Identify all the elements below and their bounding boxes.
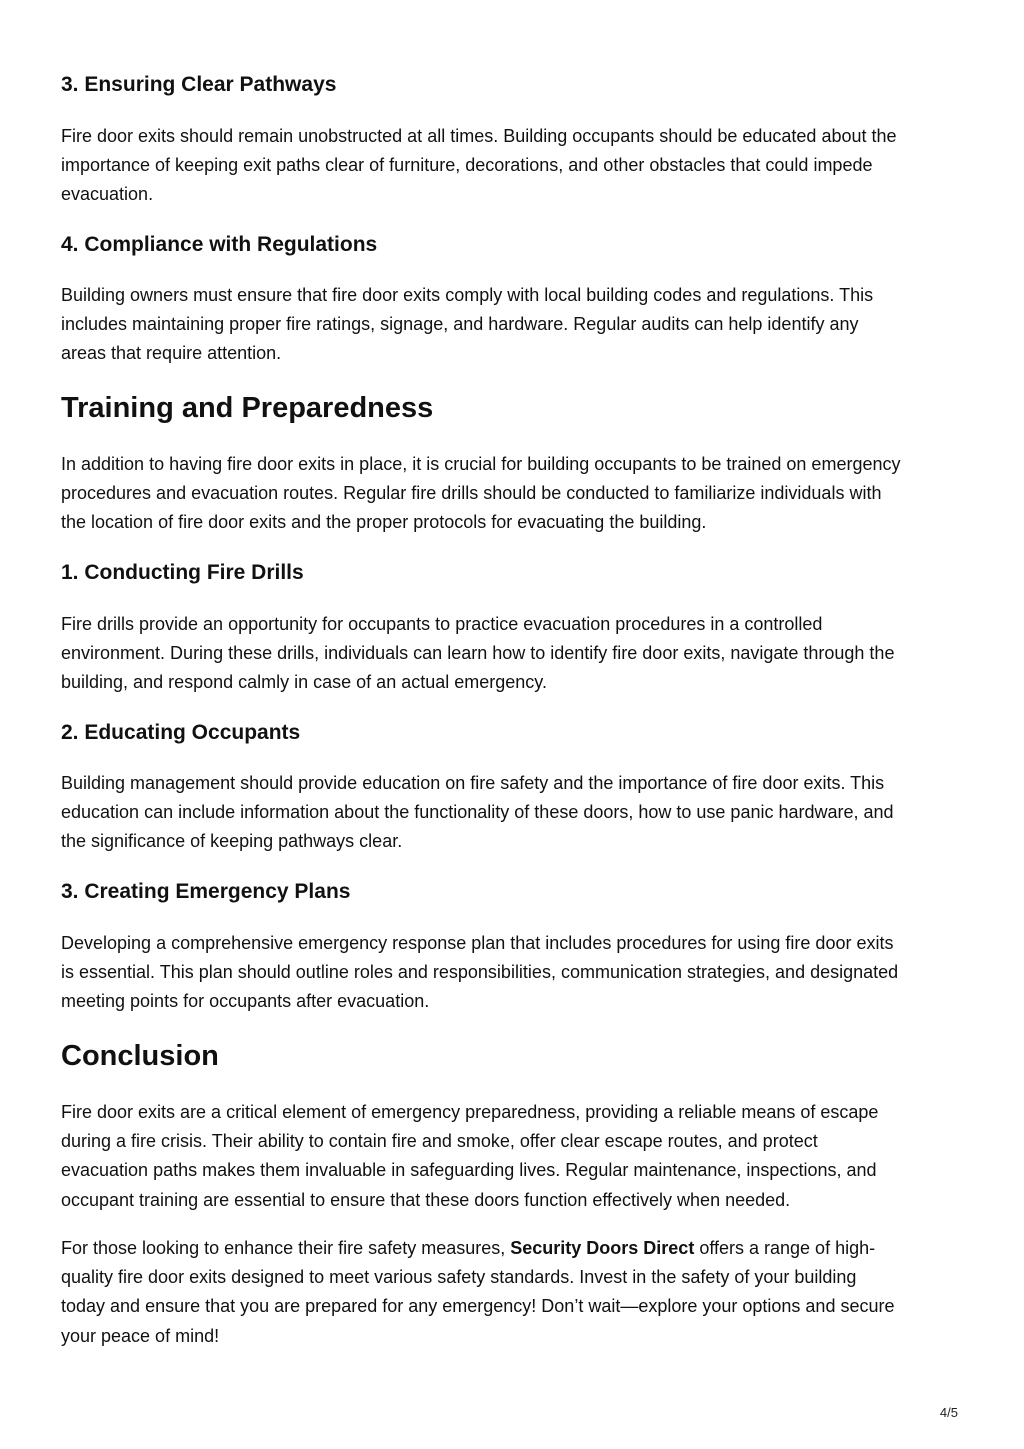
- text-line: today and ensure that you are prepared for any emergency! Don’t wait—explore your options and secure: [61, 1296, 895, 1317]
- text-line: quality fire door exits designed to meet various safety standards. Invest in the safety of your building: [61, 1267, 857, 1288]
- text-line: environment. During these drills, individuals can learn how to identify fire door exits, navigate through the: [61, 643, 895, 664]
- text-line: procedures and evacuation routes. Regular fire drills should be conducted to familiarize individuals with: [61, 483, 882, 504]
- text-line: Building management should provide education on fire safety and the importance of fire door exits. This: [61, 773, 885, 793]
- text-line: evacuation paths makes them invaluable in safeguarding lives. Regular maintenance, inspections, and: [61, 1160, 877, 1181]
- text-line: importance of keeping exit paths clear of furniture, decorations, and other obstacles that could impede: [61, 155, 873, 176]
- section-heading-fire-drills: 1. Conducting Fire Drills: [61, 561, 304, 584]
- section-heading-educating: 2. Educating Occupants: [61, 721, 301, 744]
- section-heading-training: Training and Preparedness: [61, 392, 434, 424]
- text-line: occupant training are essential to ensure that these doors function effectively when needed.: [61, 1189, 791, 1210]
- text-line: building, and respond calmly in case of an actual emergency.: [61, 672, 547, 693]
- text-line: meeting points for occupants after evacuation.: [61, 991, 430, 1012]
- page-number: 4/5: [939, 1405, 958, 1420]
- text-line: evacuation.: [61, 184, 154, 205]
- text-line: the significance of keeping pathways clear.: [61, 831, 403, 852]
- paragraph-emergency-plans: [61, 929, 971, 1017]
- paragraph-clear-pathways: [61, 122, 971, 210]
- paragraph-compliance: [61, 281, 971, 369]
- section-heading-compliance: 4. Compliance with Regulations: [61, 233, 378, 256]
- text-line: includes maintaining proper fire ratings, signage, and hardware. Regular audits can help identify any: [61, 314, 859, 335]
- text-line: the location of fire door exits and the proper protocols for evacuating the building.: [61, 512, 707, 533]
- text-line: Building owners must ensure that fire door exits comply with local building codes and regulations. This: [61, 285, 874, 305]
- text-line: Developing a comprehensive emergency response plan that includes procedures for using fire door exits: [61, 933, 894, 953]
- section-heading-emergency-plans: 3. Creating Emergency Plans: [61, 880, 351, 903]
- paragraph-educating: [61, 769, 971, 857]
- text-line: education can include information about the functionality of these doors, how to use panic hardware, and: [61, 802, 894, 823]
- text-line: is essential. This plan should outline roles and responsibilities, communication strategies, and designated: [61, 962, 899, 983]
- paragraph-conclusion: [61, 1098, 971, 1215]
- paragraph-training: [61, 450, 971, 538]
- section-heading-conclusion: Conclusion: [61, 1040, 219, 1072]
- cta-text: For those looking to enhance their fire safety measures,: [61, 1238, 511, 1258]
- text-line: your peace of mind!: [61, 1325, 220, 1346]
- text-line: In addition to having fire door exits in place, it is crucial for building occupants to be trained on emergency: [61, 454, 901, 474]
- paragraph-call-to-action: [61, 1234, 971, 1351]
- text-line: during a fire crisis. Their ability to contain fire and smoke, offer clear escape routes, and protect: [61, 1131, 818, 1152]
- cta-text: offers a range of high-: [694, 1238, 876, 1258]
- paragraph-fire-drills: [61, 610, 971, 698]
- text-line: [61, 1234, 971, 1263]
- text-line: Fire door exits should remain unobstructed at all times. Building occupants should be educated about the: [61, 126, 897, 146]
- text-line: Fire drills provide an opportunity for occupants to practice evacuation procedures in a controlled: [61, 614, 823, 634]
- brand-name: Security Doors Direct: [510, 1238, 695, 1258]
- text-line: areas that require attention.: [61, 343, 282, 364]
- text-line: Fire door exits are a critical element of emergency preparedness, providing a reliable means of escape: [61, 1102, 879, 1122]
- section-heading-clear-pathways: 3. Ensuring Clear Pathways: [61, 73, 337, 96]
